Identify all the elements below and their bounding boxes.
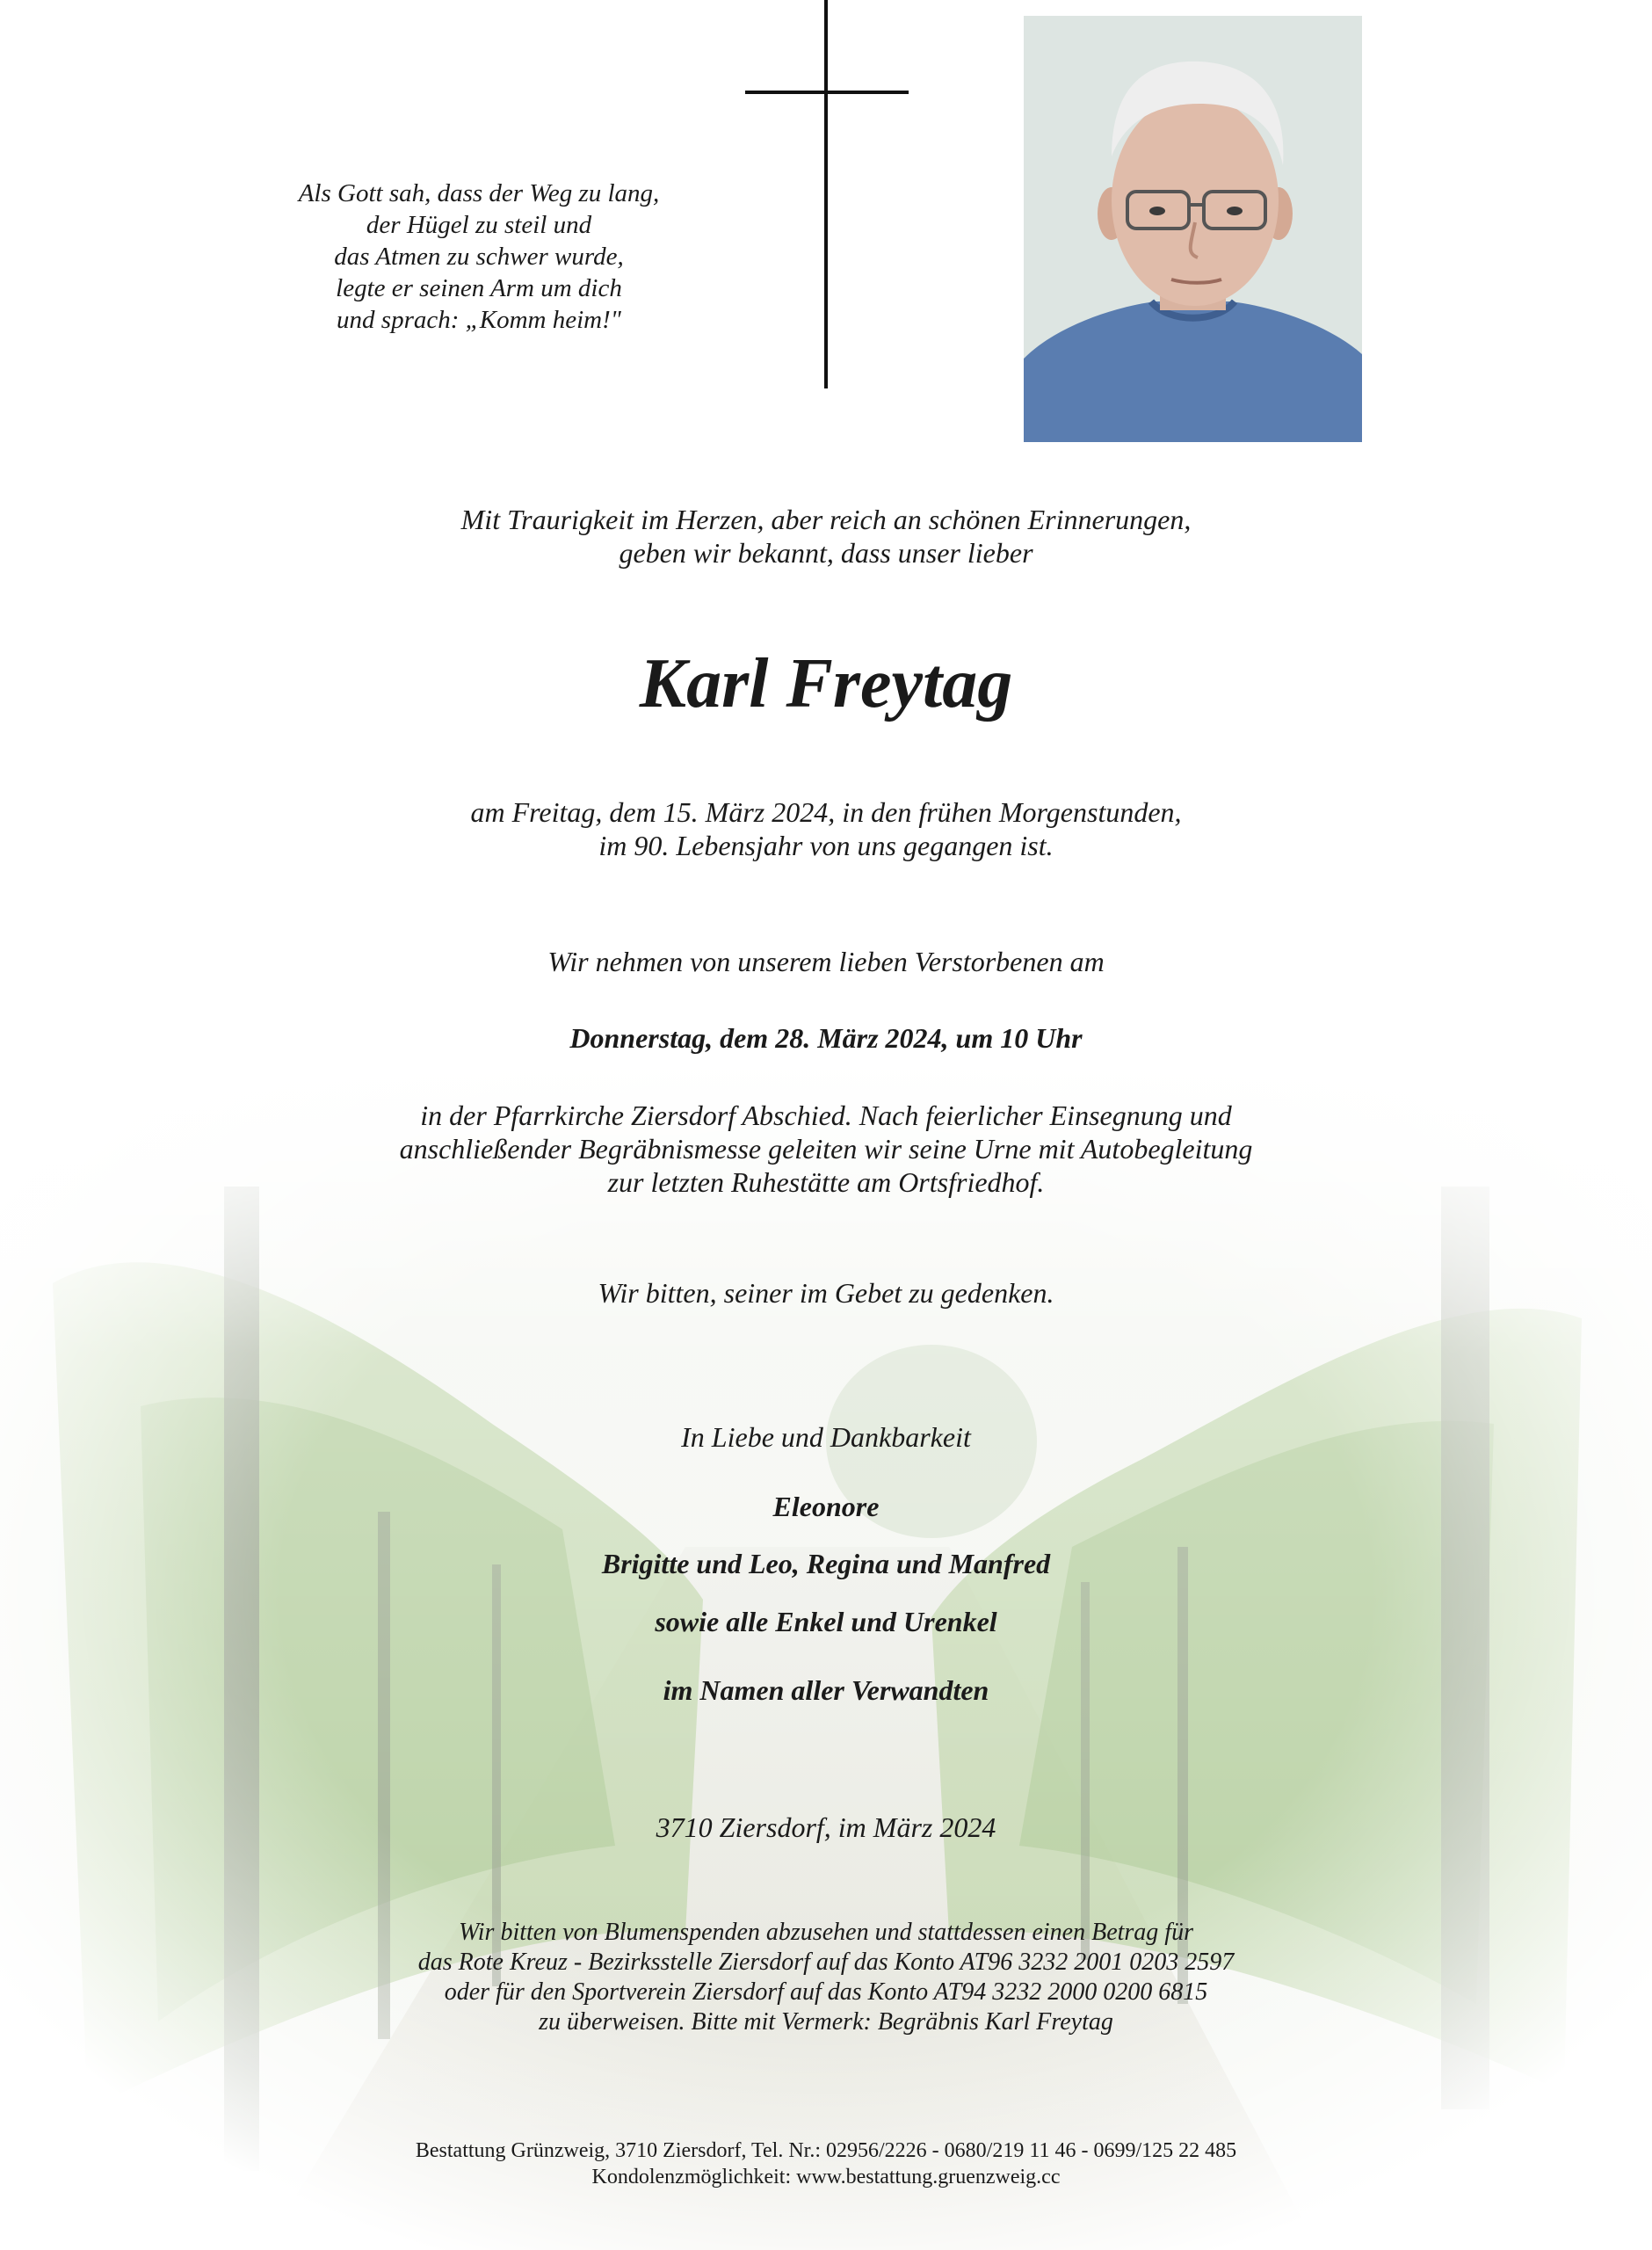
quote-line: legte er seinen Arm um dich [336,274,622,302]
prayer-request: Wir bitten, seiner im Gebet zu gedenken. [598,1277,1054,1309]
funeral-details-line: in der Pfarrkirche Ziersdorf Abschied. Nach feierlicher Einsegnung und [420,1100,1232,1131]
mourner-name: sowie alle Enkel und Urenkel [655,1606,997,1637]
death-info-line: am Freitag, dem 15. März 2024, in den frühen Morgenstunden, [470,796,1182,828]
closing-text: In Liebe und Dankbarkeit [681,1421,971,1453]
funeral-date: Donnerstag, dem 28. März 2024, um 10 Uhr [569,1022,1083,1054]
death-info [0,795,1652,862]
footer-contact: Bestattung Grünzweig, 3710 Ziersdorf, Tel. Nr.: 02956/2226 - 0680/219 11 46 - 0699/125 22 485 [415,2139,1237,2162]
donation-line: oder für den Sportverein Ziersdorf auf das Konto AT94 3232 2000 0200 6815 [444,1978,1208,2006]
mourner-name: Brigitte und Leo, Regina und Manfred [601,1548,1051,1579]
death-info-line: im 90. Lebensjahr von uns gegangen ist. [598,830,1054,861]
mourner-name: im Namen aller Verwandten [663,1674,989,1706]
quote-line: das Atmen zu schwer wurde, [334,243,624,271]
portrait-illustration [1024,16,1362,442]
quote-line: der Hügel zu steil und [366,211,592,239]
intro-line: Mit Traurigkeit im Herzen, aber reich an schönen Erinnerungen, [460,504,1192,535]
farewell-intro: Wir nehmen von unserem lieben Verstorbenen am [547,946,1105,977]
mourner-name: Eleonore [772,1491,880,1522]
place-date: 3710 Ziersdorf, im März 2024 [656,1811,996,1843]
quote-line: Als Gott sah, dass der Weg zu lang, [298,179,660,207]
donation-line: zu überweisen. Bitte mit Vermerk: Begräbnis Karl Freytag [539,2008,1113,2036]
cross-icon-bar [745,91,909,94]
intro-line: geben wir bekannt, dass unser lieber [619,537,1033,569]
memorial-quote [211,178,747,336]
funeral-details [0,1099,1652,1199]
funeral-details-line: zur letzten Ruhestätte am Ortsfriedhof. [607,1166,1045,1198]
intro-text [0,503,1652,570]
vineyard-background-image [0,1055,1652,2250]
donation-line: Wir bitten von Blumenspenden abzusehen und stattdessen einen Betrag für [459,1919,1193,1946]
deceased-name: Karl Freytag [639,645,1013,722]
donation-note [0,1918,1652,2037]
funeral-home-footer [0,2138,1652,2190]
funeral-details-line: anschließender Begräbnismesse geleiten wir seine Urne mit Autobegleitung [399,1133,1253,1165]
footer-website: Kondolenzmöglichkeit: www.bestattung.gruenzweig.cc [591,2166,1061,2188]
cross-icon [824,0,828,388]
quote-line: und sprach: „Komm heim!" [337,306,621,334]
portrait-photo [1024,16,1362,442]
donation-line: das Rote Kreuz - Bezirksstelle Ziersdorf auf das Konto AT96 3232 2001 0203 2597 [417,1949,1235,1976]
